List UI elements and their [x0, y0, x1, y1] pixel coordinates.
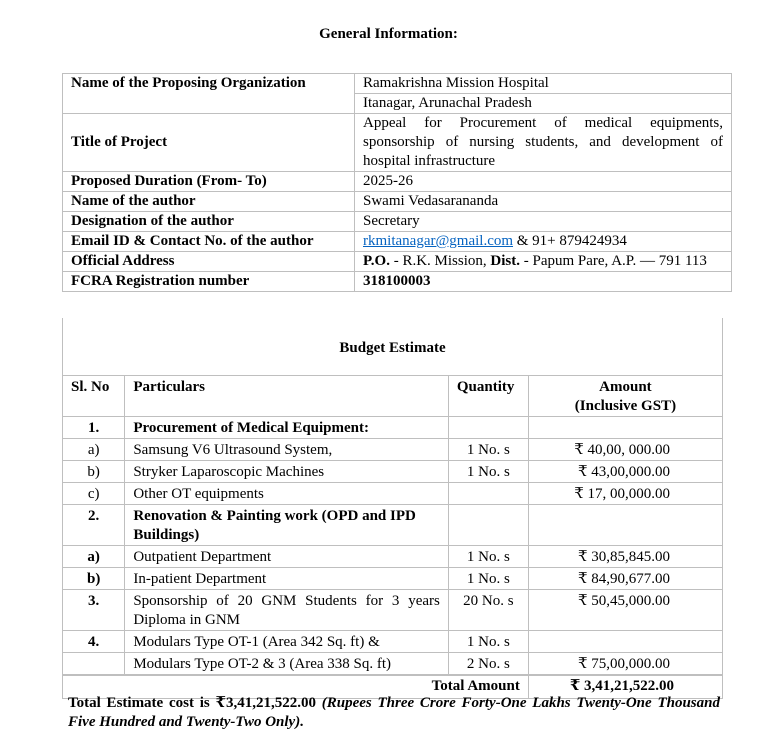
total-value: ₹ 3,41,21,522.00: [528, 675, 722, 699]
row-particulars: Procurement of Medical Equipment:: [125, 417, 449, 439]
row-quantity: 20 No. s: [448, 590, 528, 631]
table-row: [63, 461, 723, 483]
row-amount: [528, 631, 722, 653]
address-dist-value: - Papum Pare, A.P. — 791 113: [519, 253, 707, 269]
row-quantity: [448, 505, 528, 546]
info-row-address: [63, 252, 732, 272]
phone-number: & 91+ 879424934: [516, 233, 627, 249]
table-row: [63, 568, 723, 590]
address-dist-label: Dist.: [490, 253, 520, 269]
row-amount: [528, 417, 722, 439]
row-quantity: 1 No. s: [448, 568, 528, 590]
budget-title: Budget Estimate: [339, 340, 446, 356]
address-po-value: - R.K. Mission,: [389, 253, 491, 269]
row-quantity: 1 No. s: [448, 439, 528, 461]
header-particulars: Particulars: [125, 376, 449, 417]
budget-table: [62, 375, 723, 699]
row-particulars: In-patient Department: [125, 568, 449, 590]
row-amount: ₹ 43,00,000.00: [528, 461, 722, 483]
row-particulars: Other OT equipments: [125, 483, 449, 505]
table-row: [63, 590, 723, 631]
row-quantity: [448, 417, 528, 439]
project-label: Title of Project: [63, 114, 355, 172]
row-amount: [528, 505, 722, 546]
fcra-label: FCRA Registration number: [63, 272, 355, 292]
row-quantity: [448, 483, 528, 505]
row-quantity: 1 No. s: [448, 461, 528, 483]
info-row-fcra: [63, 272, 732, 292]
address-po-label: P.O.: [363, 253, 390, 269]
row-sl-no: b): [63, 461, 125, 483]
row-sl-no: c): [63, 483, 125, 505]
row-particulars: Modulars Type OT-1 (Area 342 Sq. ft) &: [125, 631, 449, 653]
row-amount: ₹ 30,85,845.00: [528, 546, 722, 568]
summary-words: (Rupees Three Crore Forty-One Lakhs Twenty-One Thousand Five Hundred and Twenty-Two Only).: [68, 695, 720, 730]
info-row-designation: [63, 212, 732, 232]
designation-label: Designation of the author: [63, 212, 355, 232]
author-label: Name of the author: [63, 192, 355, 212]
header-quantity: Quantity: [448, 376, 528, 417]
table-row: [63, 417, 723, 439]
header-sl-no: Sl. No: [63, 376, 125, 417]
info-row-project: [63, 114, 732, 172]
info-row-organization: [63, 74, 732, 94]
address-label: Official Address: [63, 252, 355, 272]
designation-value: Secretary: [355, 212, 732, 232]
row-sl-no: 3.: [63, 590, 125, 631]
row-amount: ₹ 75,00,000.00: [528, 653, 722, 675]
row-particulars: Modulars Type OT-2 & 3 (Area 338 Sq. ft): [125, 653, 449, 675]
row-sl-no: b): [63, 568, 125, 590]
row-amount: ₹ 84,90,677.00: [528, 568, 722, 590]
row-sl-no: a): [63, 439, 125, 461]
row-particulars: Renovation & Painting work (OPD and IPD Buildings): [125, 505, 449, 546]
total-label: Total Amount: [63, 675, 529, 699]
org-label: Name of the Proposing Organization: [63, 74, 355, 114]
row-quantity: 1 No. s: [448, 631, 528, 653]
header-amount: [528, 376, 722, 417]
contact-label: Email ID & Contact No. of the author: [63, 232, 355, 252]
table-row: [63, 483, 723, 505]
row-particulars: Samsung V6 Ultrasound System,: [125, 439, 449, 461]
row-sl-no: a): [63, 546, 125, 568]
row-amount: ₹ 17, 00,000.00: [528, 483, 722, 505]
row-quantity: 1 No. s: [448, 546, 528, 568]
address-value: [355, 252, 732, 272]
info-row-author: [63, 192, 732, 212]
row-sl-no: 4.: [63, 631, 125, 653]
email-link[interactable]: rkmitanagar@gmail.com: [363, 233, 514, 249]
row-quantity: 2 No. s: [448, 653, 528, 675]
row-amount: ₹ 50,45,000.00: [528, 590, 722, 631]
header-amount-title: Amount: [599, 379, 652, 395]
table-row: [63, 439, 723, 461]
author-value: Swami Vedasarananda: [355, 192, 732, 212]
row-sl-no: 2.: [63, 505, 125, 546]
budget-header-row: [63, 376, 723, 417]
row-amount: ₹ 40,00, 000.00: [528, 439, 722, 461]
total-summary: [68, 694, 720, 732]
org-location: Itanagar, Arunachal Pradesh: [355, 94, 732, 114]
fcra-value: 318100003: [355, 272, 732, 292]
table-row: [63, 631, 723, 653]
duration-value: 2025-26: [355, 172, 732, 192]
row-particulars: Stryker Laparoscopic Machines: [125, 461, 449, 483]
summary-total: Total Estimate cost is ₹3,41,21,522.00: [68, 695, 322, 711]
table-row: [63, 505, 723, 546]
org-name: Ramakrishna Mission Hospital: [355, 74, 732, 94]
table-row: [63, 546, 723, 568]
row-particulars: Sponsorship of 20 GNM Students for 3 years Diploma in GNM: [125, 590, 449, 631]
header-amount-note: (Inclusive GST): [574, 398, 677, 414]
row-particulars: Outpatient Department: [125, 546, 449, 568]
project-value: Appeal for Procurement of medical equipments, sponsorship of nursing students, and development of hospital infrastructure: [355, 114, 732, 172]
info-row-contact: [63, 232, 732, 252]
duration-label: Proposed Duration (From- To): [63, 172, 355, 192]
info-row-duration: [63, 172, 732, 192]
contact-value: [355, 232, 732, 252]
table-row: [63, 653, 723, 675]
row-sl-no: [63, 653, 125, 675]
page-title: General Information:: [319, 26, 458, 42]
general-info-table: [62, 73, 732, 292]
row-sl-no: 1.: [63, 417, 125, 439]
